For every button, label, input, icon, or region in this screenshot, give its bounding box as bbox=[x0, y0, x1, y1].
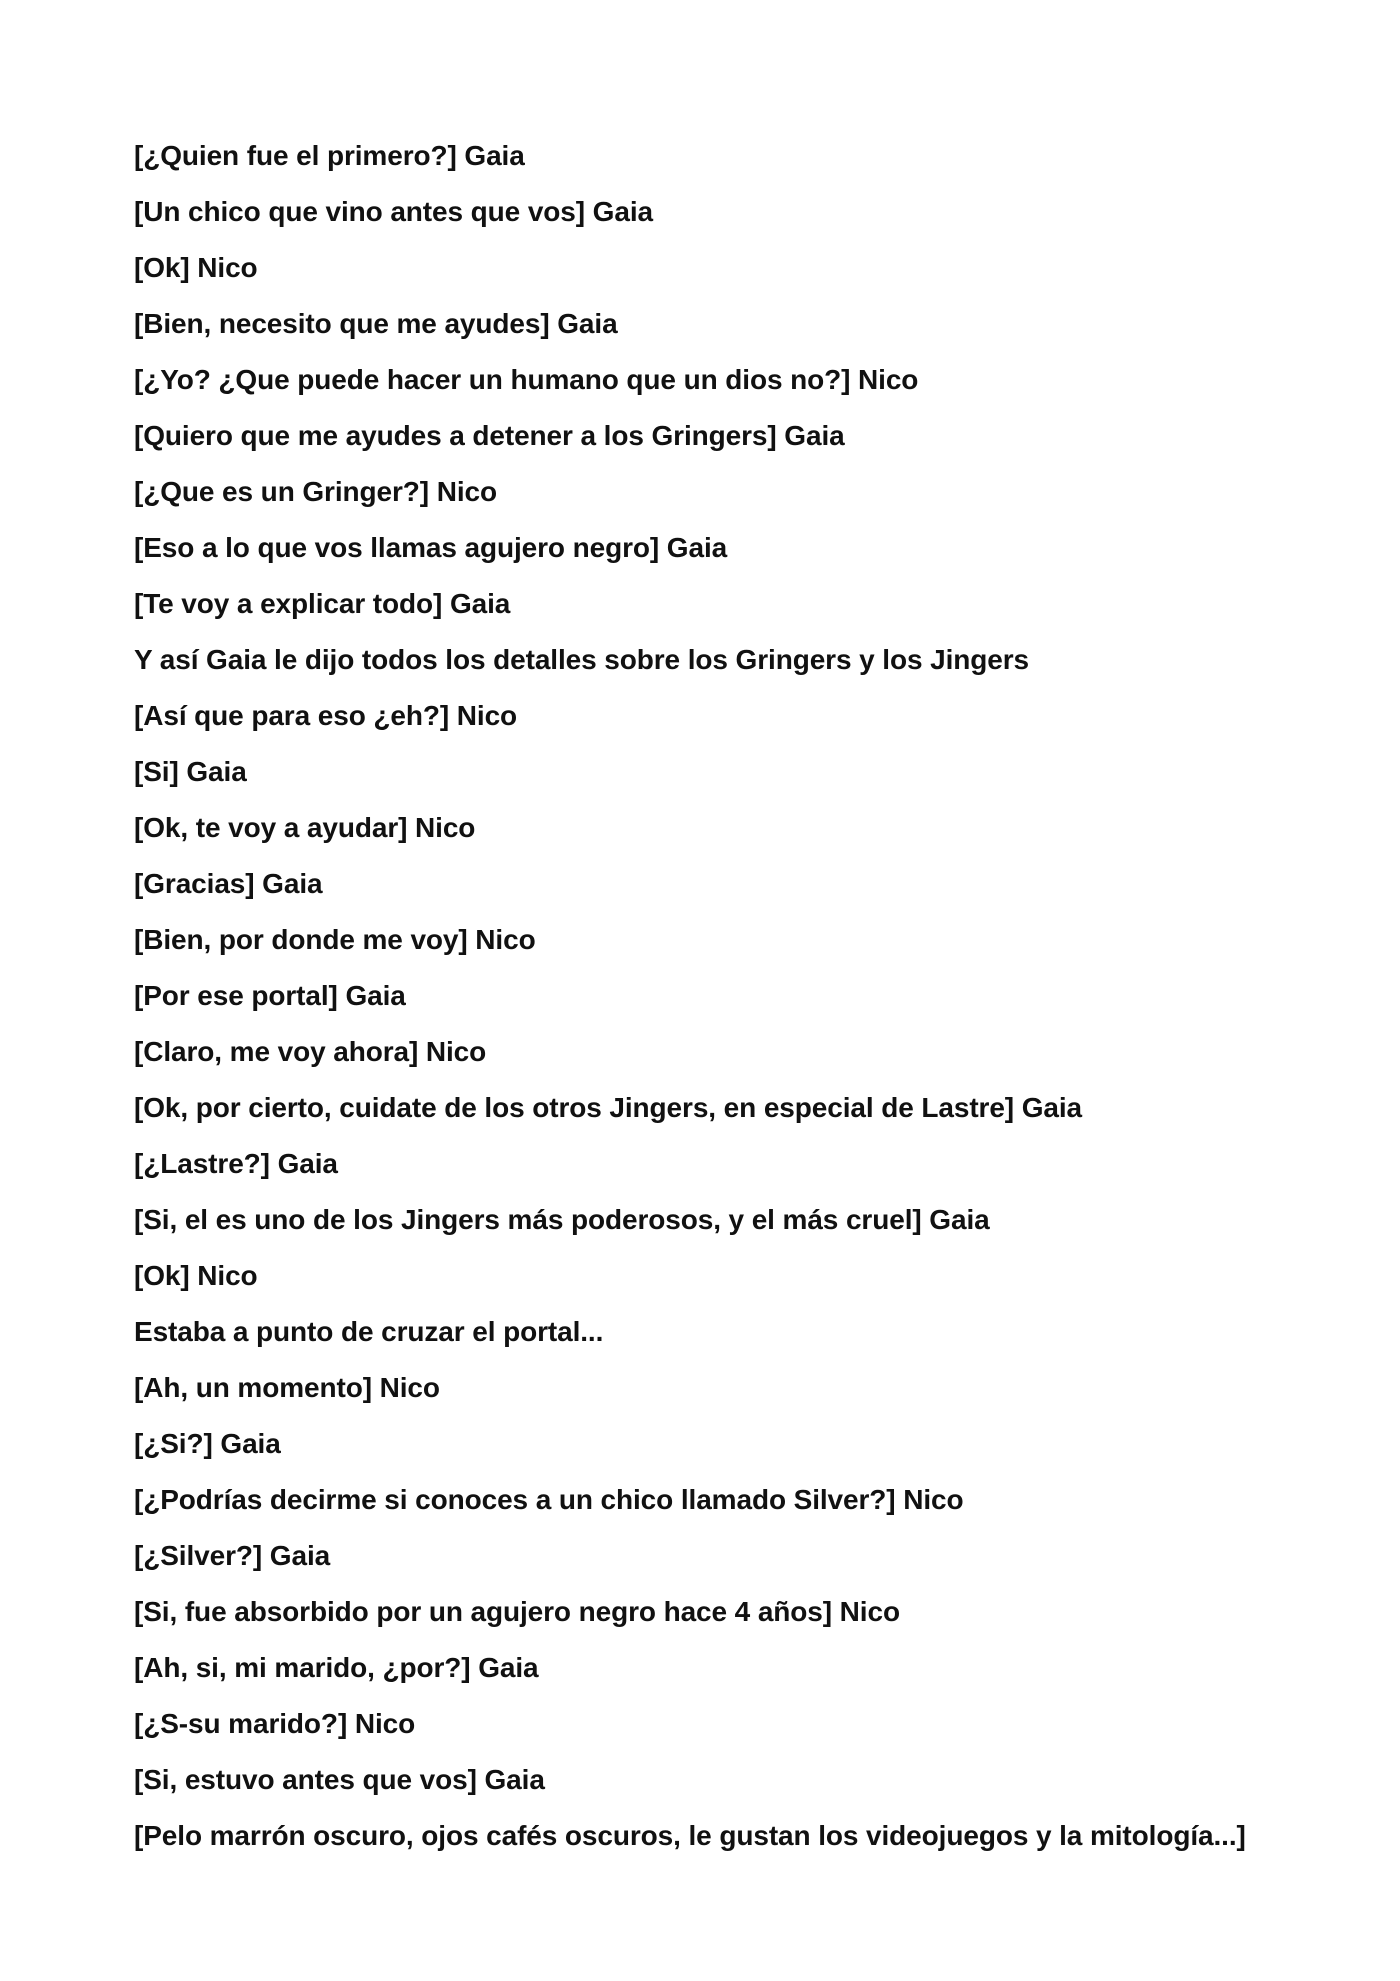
dialogue-line: [Por ese portal] Gaia bbox=[134, 980, 406, 1011]
dialogue-line: [Ah, un momento] Nico bbox=[134, 1372, 440, 1403]
dialogue-line: [Si] Gaia bbox=[134, 756, 247, 787]
narration-line: Y así Gaia le dijo todos los detalles sobre los Gringers y los Jingers bbox=[134, 644, 1030, 675]
dialogue-line: [¿S-su marido?] Nico bbox=[134, 1708, 416, 1739]
dialogue-line: [Te voy a explicar todo] Gaia bbox=[134, 588, 511, 619]
dialogue-line: [Ok] Nico bbox=[134, 1260, 258, 1291]
dialogue-line: [Bien, por donde me voy] Nico bbox=[134, 924, 536, 955]
dialogue-line: [Gracias] Gaia bbox=[134, 868, 323, 899]
dialogue-line: [¿Podrías decirme si conoces a un chico llamado Silver?] Nico bbox=[134, 1484, 964, 1515]
dialogue-line: [Si, fue absorbido por un agujero negro hace 4 años] Nico bbox=[134, 1596, 900, 1627]
dialogue-line: [¿Quien fue el primero?] Gaia bbox=[134, 140, 525, 171]
dialogue-line: [Quiero que me ayudes a detener a los Gringers] Gaia bbox=[134, 420, 845, 451]
dialogue-line: [¿Si?] Gaia bbox=[134, 1428, 281, 1459]
dialogue-line: [Ah, si, mi marido, ¿por?] Gaia bbox=[134, 1652, 539, 1683]
dialogue-line: [Si, estuvo antes que vos] Gaia bbox=[134, 1764, 545, 1795]
dialogue-line: [Ok, por cierto, cuidate de los otros Jingers, en especial de Lastre] Gaia bbox=[134, 1092, 1083, 1123]
dialogue-line: [Un chico que vino antes que vos] Gaia bbox=[134, 196, 653, 227]
dialogue-line: [Ok] Nico bbox=[134, 252, 258, 283]
dialogue-line: [¿Que es un Gringer?] Nico bbox=[134, 476, 497, 507]
dialogue-line: [Bien, necesito que me ayudes] Gaia bbox=[134, 308, 618, 339]
dialogue-line: [Si, el es uno de los Jingers más poderosos, y el más cruel] Gaia bbox=[134, 1204, 990, 1235]
narration-line: Estaba a punto de cruzar el portal... bbox=[134, 1316, 604, 1347]
dialogue-line: [Eso a lo que vos llamas agujero negro] Gaia bbox=[134, 532, 728, 563]
dialogue-line: [Así que para eso ¿eh?] Nico bbox=[134, 700, 518, 731]
dialogue-line: [¿Silver?] Gaia bbox=[134, 1540, 331, 1571]
dialogue-line: [¿Yo? ¿Que puede hacer un humano que un dios no?] Nico bbox=[134, 364, 919, 395]
dialogue-line: [Ok, te voy a ayudar] Nico bbox=[134, 812, 476, 843]
dialogue-lines bbox=[134, 128, 1246, 1864]
dialogue-line: [Pelo marrón oscuro, ojos cafés oscuros, le gustan los videojuegos y la mitología...] bbox=[134, 1820, 1246, 1851]
dialogue-line: [Claro, me voy ahora] Nico bbox=[134, 1036, 487, 1067]
dialogue-line: [¿Lastre?] Gaia bbox=[134, 1148, 338, 1179]
